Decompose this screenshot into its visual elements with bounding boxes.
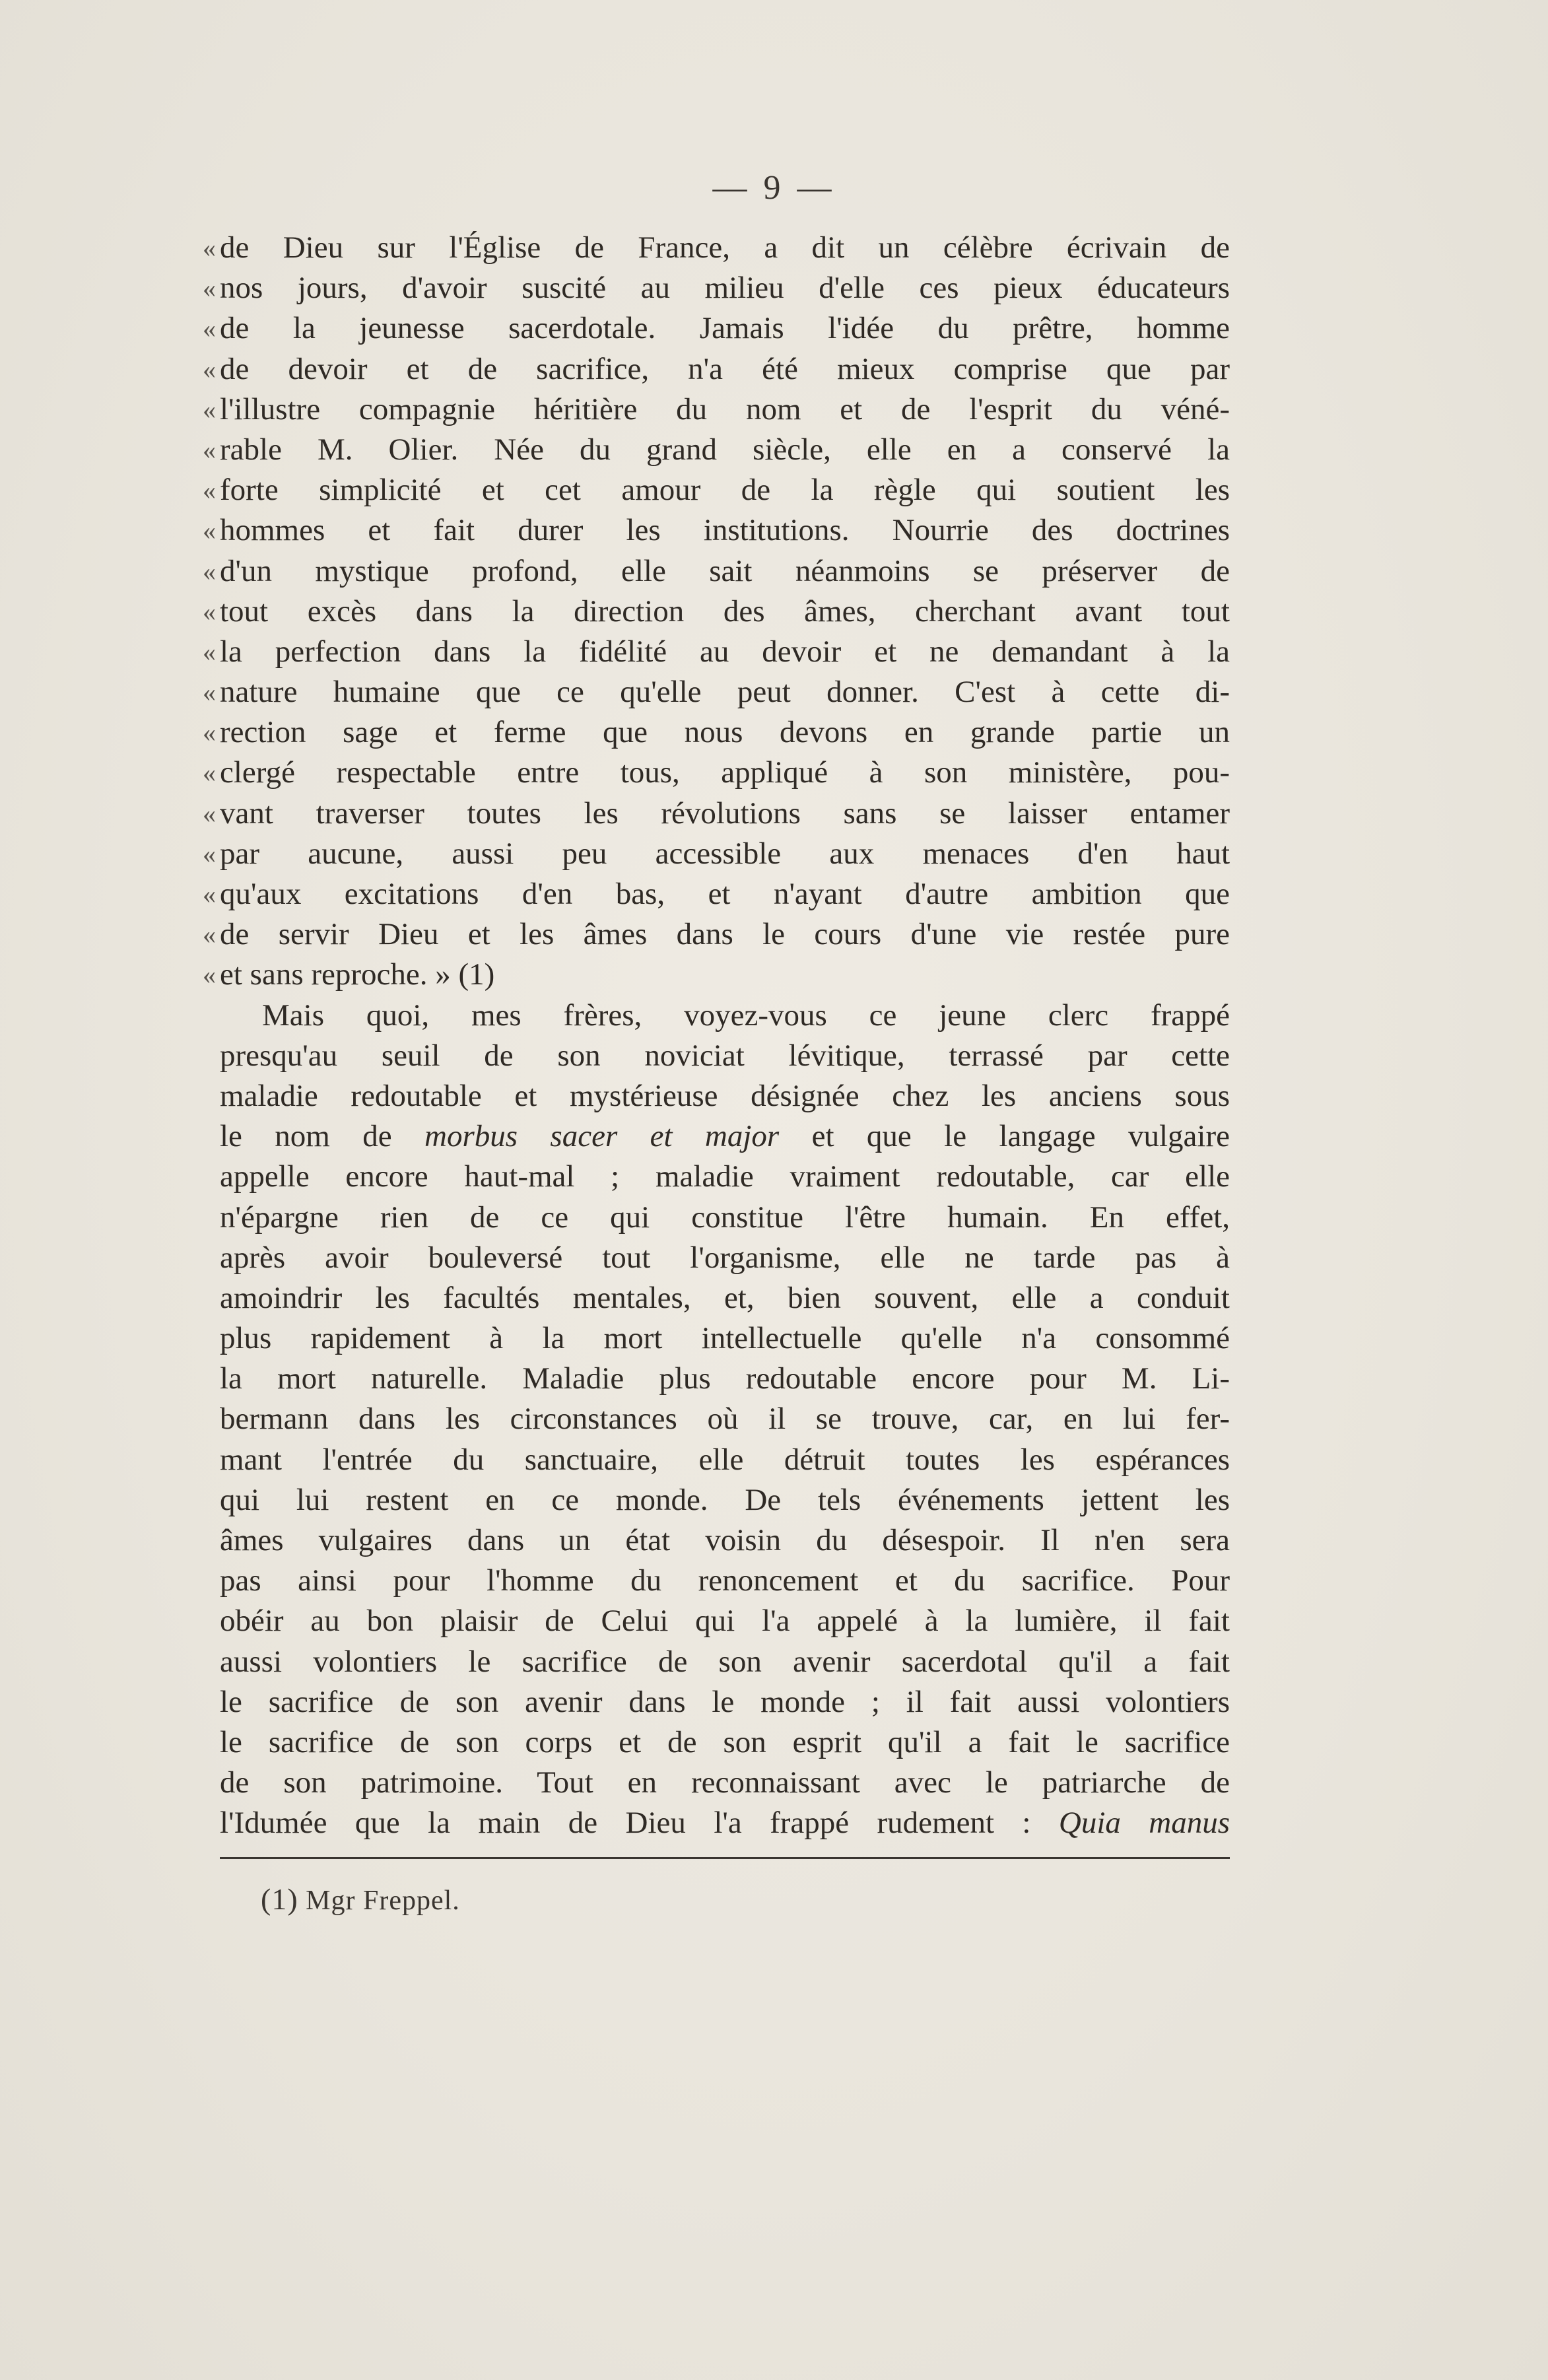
paragraph-line: amoindrir les facultés mentales, et, bien souvent, elle a conduit [220,1280,1230,1315]
quote-mark: « [203,233,216,263]
quote-line: « la perfection dans la fidélité au devoir et ne demandant à la [220,632,1230,672]
paragraph-line: aussi volontiers le sacrifice de son avenir sacerdotal qu'il a fait [220,1644,1230,1679]
paragraph-line: Mais quoi, mes frères, voyez-vous ce jeune clerc frappé [262,998,1230,1033]
quote-line: « forte simplicité et cet amour de la règle qui soutient les [220,470,1230,510]
paragraph-line: maladie redoutable et mystérieuse désignée chez les anciens sous [220,1078,1230,1113]
quote-line: « rable M. Olier. Née du grand siècle, elle en a conservé la [220,430,1230,470]
paragraph-line: bermann dans les circonstances où il se trouve, car, en lui fer- [220,1402,1230,1437]
paragraph-line: âmes vulgaires dans un état voisin du désespoir. Il n'en sera [220,1523,1230,1557]
quote-mark: « [203,475,216,506]
paragraph-line: mant l'entrée du sanctuaire, elle détruit toutes les espérances [220,1442,1230,1477]
page-number: — 9 — [712,169,836,207]
paragraph-line: plus rapidement à la mort intellectuelle qu'elle n'a consommé [220,1321,1230,1356]
quote-line: « de Dieu sur l'Église de France, a dit un célèbre écrivain de [220,228,1230,268]
paragraph-line: le sacrifice de son corps et de son esprit qu'il a fait le sacrifice [220,1724,1230,1759]
quote-line: « nature humaine que ce qu'elle peut donner. C'est à cette di- [220,672,1230,712]
quote-mark: « [203,758,216,788]
body-text [203,228,1230,1844]
footnote-divider [220,1857,1230,1859]
quote-mark: « [203,636,216,667]
paragraph-line: appelle encore haut-mal ; maladie vraiment redoutable, car elle [220,1159,1230,1194]
quote-mark: « [203,920,216,950]
quote-mark: « [203,516,216,546]
paragraph-line: obéir au bon plaisir de Celui qui l'a appelé à la lumière, il fait [220,1604,1230,1639]
quote-mark: « [203,314,216,344]
quote-line: « et sans reproche. » (1) [220,955,1230,995]
paragraph-line: l'Idumée que la main de Dieu l'a frappé rudement : Quia manus [220,1806,1230,1841]
quote-line: « l'illustre compagnie héritière du nom et de l'esprit du véné- [220,390,1230,430]
quote-line: « tout excès dans la direction des âmes, cherchant avant tout [220,592,1230,632]
quote-line: « de devoir et de sacrifice, n'a été mieux comprise que par [220,349,1230,390]
paragraph-line: n'épargne rien de ce qui constitue l'être humain. En effet, [220,1200,1230,1235]
quote-mark: « [203,960,216,990]
quote-line: « nos jours, d'avoir suscité au milieu d'elle ces pieux éducateurs [220,268,1230,308]
quote-mark: « [203,556,216,586]
latin-phrase: morbus sacer et major [424,1119,780,1154]
quote-mark: « [203,879,216,909]
footnote-ref: (1) [261,1882,298,1916]
quote-line: « hommes et fait durer les institutions. Nourrie des doctrines [220,510,1230,551]
quote-line: « rection sage et ferme que nous devons en grande partie un [220,712,1230,753]
quote-line: « qu'aux excitations d'en bas, et n'ayant d'autre ambition que [220,874,1230,914]
quote-mark: « [203,596,216,627]
paragraph-line: de son patrimoine. Tout en reconnaissant avec le patriarche de [220,1765,1230,1800]
paragraph-line: presqu'au seuil de son noviciat lévitique, terrassé par cette [220,1038,1230,1073]
quote-line: « clergé respectable entre tous, appliqué à son ministère, pou- [220,753,1230,793]
quote-line: « de servir Dieu et les âmes dans le cours d'une vie restée pure [220,914,1230,955]
quote-line: « vant traverser toutes les révolutions sans se laisser entamer [220,794,1230,834]
quote-mark: « [203,394,216,425]
latin-phrase: Quia manus [1058,1806,1230,1841]
paragraph-line: le sacrifice de son avenir dans le monde ; il fait aussi volontiers [220,1684,1230,1719]
paragraph-line: le nom de morbus sacer et major et que le langage vulgaire [220,1119,1230,1154]
paragraph-line: pas ainsi pour l'homme du renoncement et du sacrifice. Pour [220,1563,1230,1598]
quote-mark: « [203,677,216,708]
footnote-text: Mgr Freppel. [306,1886,460,1916]
quote-mark: « [203,798,216,829]
footnote [261,1882,460,1917]
quote-line: « de la jeunesse sacerdotale. Jamais l'idée du prêtre, homme [220,308,1230,349]
quote-mark: « [203,354,216,384]
quote-mark: « [203,434,216,465]
quote-line: « par aucune, aussi peu accessible aux menaces d'en haut [220,834,1230,874]
paragraph-line: la mort naturelle. Maladie plus redoutable encore pour M. Li- [220,1361,1230,1396]
paragraph-line: après avoir bouleversé tout l'organisme, elle ne tarde pas à [220,1240,1230,1275]
quote-mark: « [203,718,216,748]
quote-mark: « [203,838,216,869]
paragraph-line: qui lui restent en ce monde. De tels événements jettent les [220,1482,1230,1517]
quote-mark: « [203,273,216,304]
quote-line: « d'un mystique profond, elle sait néanmoins se préserver de [220,551,1230,592]
